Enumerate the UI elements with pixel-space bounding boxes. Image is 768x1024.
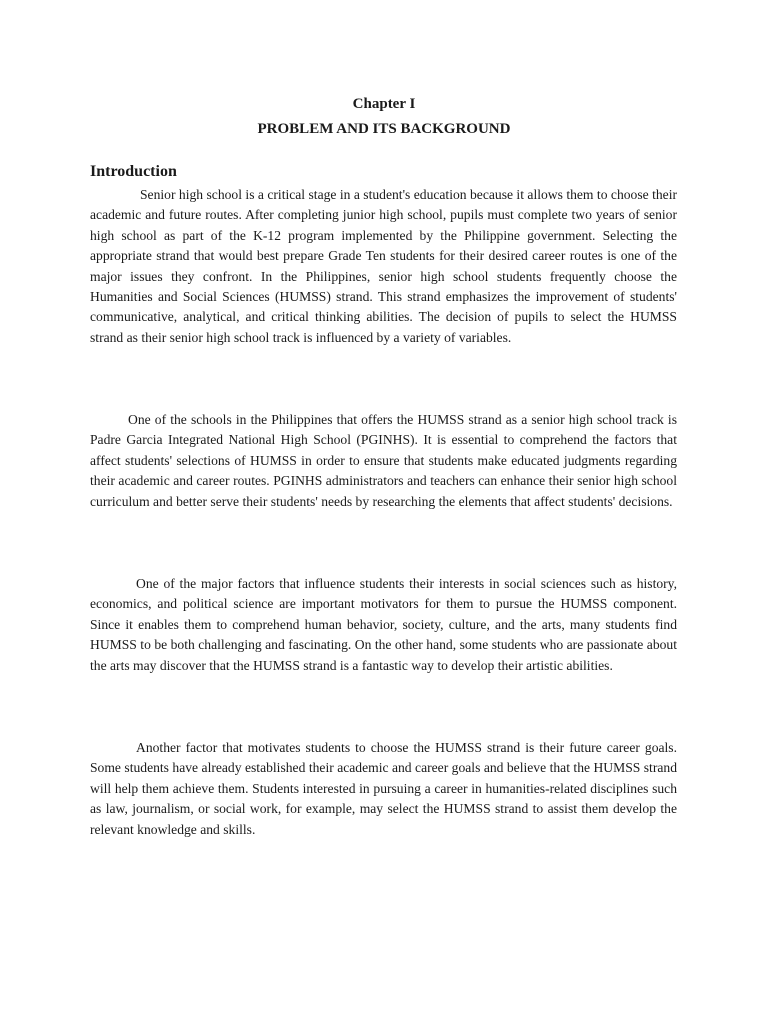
section-heading: Introduction bbox=[90, 163, 177, 180]
paragraph-1: Senior high school is a critical stage in a student's education because it allows them to choose their academic and future routes. After completing junior high school, pupils must complete two years of senior high school as part of the K-12 program implemented by the Philippine government. Selecting the appropriate strand that would best prepare Grade Ten students for their desired career routes is one of the major issues they confront. In the Philippines, senior high school students frequently choose the Humanities and Social Sciences (HUMSS) strand. This strand emphasizes the improvement of students' communicative, analytical, and critical thinking abilities. The decision of pupils to select the HUMSS strand as their senior high school track is influenced by a variety of variables. bbox=[90, 187, 677, 345]
chapter-title: PROBLEM AND ITS BACKGROUND bbox=[257, 121, 511, 137]
paragraph-4: Another factor that motivates students to choose the HUMSS strand is their future career goals. Some students have already established their academic and career goals and believe that the HUMSS strand will help them achieve them. Students interested in pursuing a career in humanities-related disciplines such as law, journalism, or social work, for example, may select the HUMSS strand to assist them develop the relevant knowledge and skills. bbox=[90, 740, 677, 837]
paragraph-3: One of the major factors that influence students their interests in social sciences such as history, economics, and political science are important motivators for them to pursue the HUMSS component. Since it enables them to comprehend human behavior, society, culture, and the arts, many students find HUMSS to be both challenging and fascinating. On the other hand, some students who are passionate about the arts may discover that the HUMSS strand is a fantastic way to develop their artistic abilities. bbox=[90, 576, 677, 673]
chapter-label: Chapter I bbox=[352, 96, 416, 112]
paragraph-2: One of the schools in the Philippines that offers the HUMSS strand as a senior high school track is Padre Garcia Integrated National High School (PGINHS). It is essential to comprehend the factors that affect students' selections of HUMSS in order to ensure that students make educated judgments regarding their academic and career routes. PGINHS administrators and teachers can enhance their senior high school curriculum and better serve their students' needs by researching the elements that affect students' decisions. bbox=[90, 412, 677, 509]
